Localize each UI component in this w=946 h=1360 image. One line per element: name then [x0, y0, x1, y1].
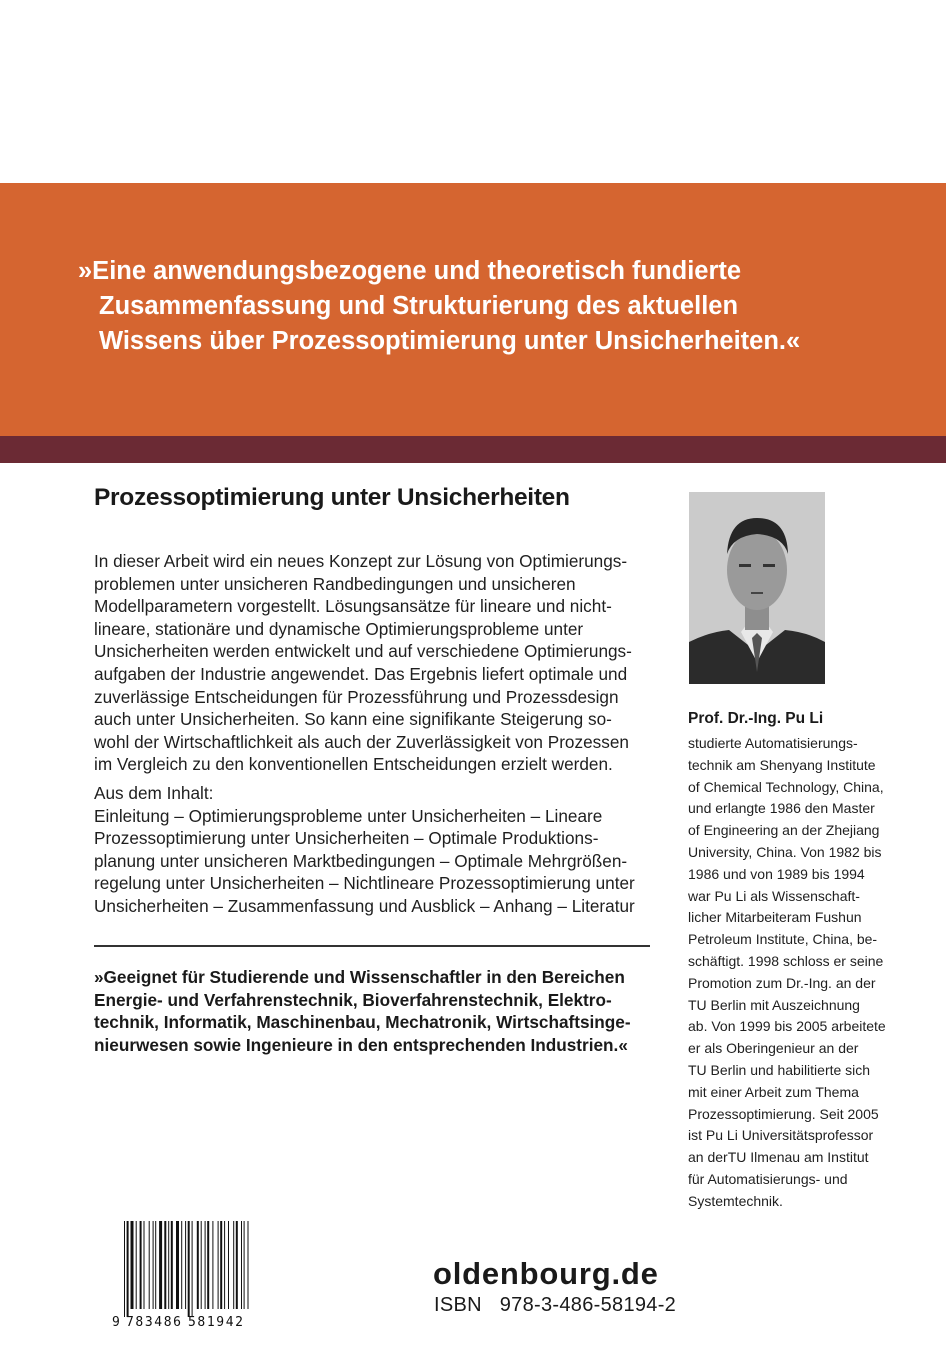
barcode-bar: [207, 1221, 209, 1309]
barcode-bar: [185, 1221, 186, 1309]
bio-line: University, China. Von 1982 bis: [688, 843, 882, 860]
barcode-bar: [124, 1221, 125, 1317]
top-quote-line: Wissens über Prozessoptimierung unter Unsicherheiten.«: [99, 327, 801, 355]
top-quote-line: Zusammenfassung und Strukturierung des aktuellen: [99, 292, 739, 320]
bio-line: ab. Von 1999 bis 2005 arbeitete: [688, 1018, 886, 1035]
bio-line: Systemtechnik.: [688, 1192, 783, 1209]
audience-quote-line: Energie- und Verfahrenstechnik, Bioverfahrenstechnik, Elektro-: [94, 989, 612, 1010]
description-line: Unsicherheiten werden entwickelt und auf verschiedene Optimierungs-: [94, 641, 632, 662]
bio-line: TU Berlin mit Auszeichnung: [688, 996, 860, 1013]
bio-line: TU Berlin und habilitierte sich: [688, 1061, 871, 1078]
barcode-bar: [127, 1221, 129, 1317]
isbn: [434, 1294, 676, 1317]
audience-quote-line: technik, Informatik, Maschinenbau, Mechatronik, Wirtschaftsinge-: [94, 1012, 631, 1032]
barcode-bar: [192, 1221, 193, 1317]
isbn-barcode: [112, 1221, 250, 1330]
author-name: Prof. Dr.-Ing. Pu Li: [688, 710, 824, 727]
bio-line: und erlangte 1986 den Master: [688, 800, 875, 817]
barcode-bar: [233, 1221, 234, 1309]
bio-line: ist Pu Li Universitätsprofessor: [688, 1127, 874, 1144]
bio-line: war Pu Li als Wissenschaft-: [688, 887, 860, 904]
publisher-url: oldenbourg.de: [433, 1256, 659, 1291]
barcode-bar: [181, 1221, 182, 1309]
barcode-digits: [112, 1314, 250, 1330]
contents-line: Prozessoptimierung unter Unsicherheiten – Optimale Produktions-: [94, 828, 599, 849]
bio-line: er als Oberingenieur an der: [688, 1040, 859, 1057]
barcode-bar: [224, 1221, 225, 1309]
contents-line: regelung unter Unsicherheiten – Nichtlineare Prozessoptimierung unter: [94, 873, 635, 894]
barcode-bar: [218, 1221, 219, 1309]
description-line: In dieser Arbeit wird ein neues Konzept zur Lösung von Optimierungs-: [94, 551, 628, 571]
isbn-number: 978-3-486-58194-2: [499, 1294, 677, 1316]
barcode-bar: [136, 1221, 137, 1309]
barcode-bar: [159, 1221, 162, 1309]
contents-heading: Aus dem Inhalt:: [94, 782, 214, 803]
bio-line: of Chemical Technology, China,: [688, 778, 884, 795]
bio-line: studierte Automatisierungs-: [688, 735, 858, 751]
bio-line: 1986 und von 1989 bis 1994: [688, 865, 865, 882]
bio-line: mit einer Arbeit zum Thema: [688, 1083, 859, 1100]
audience-quote-line: »Geeignet für Studierende und Wissenschaftler in den Bereichen: [94, 967, 625, 987]
audience-quote-line: nieurwesen sowie Ingenieure in den entsprechenden Industrien.«: [94, 1034, 628, 1055]
contents-line: Unsicherheiten – Zusammenfassung und Ausblick – Anhang – Literatur: [94, 895, 635, 916]
description-line: problemen unter unsicheren Randbedingungen und unsicheren: [94, 573, 576, 594]
barcode-bar: [244, 1221, 245, 1309]
bio-line: licher Mitarbeiteram Fushun: [688, 909, 862, 926]
barcode-bar: [236, 1221, 238, 1309]
book-description: [94, 550, 674, 918]
contents-line: Einleitung – Optimierungsprobleme unter Unsicherheiten – Lineare: [94, 805, 603, 826]
barcode-bar: [212, 1221, 213, 1309]
top-quote-line: »Eine anwendungsbezogene und theoretisch fundierte: [78, 257, 742, 285]
bio-line: of Engineering an der Zhejiang: [688, 822, 880, 839]
top-quote: [78, 254, 898, 359]
barcode-bar: [144, 1221, 145, 1309]
dark-divider-band: [0, 436, 946, 463]
description-line: lineare, stationäre und dynamische Optimierungsprobleme unter: [94, 618, 584, 639]
contents-line: planung unter unsicheren Marktbedingungen – Optimale Mehrgrößen-: [94, 850, 628, 871]
barcode-right-digits: 581942: [188, 1315, 245, 1330]
description-line: aufgaben der Industrie angewendet. Das Ergebnis liefert optimale und: [94, 663, 628, 684]
barcode-bar: [220, 1221, 222, 1309]
barcode-bar: [188, 1221, 190, 1317]
barcode-bar: [205, 1221, 206, 1309]
author-bio: [688, 733, 938, 1213]
description-line: zuverlässige Entscheidungen für Prozessführung und Prozessdesign: [94, 686, 619, 707]
barcode-bars: [112, 1221, 250, 1317]
book-title: Prozessoptimierung unter Unsicherheiten: [94, 484, 570, 511]
bio-line: Promotion zum Dr.-Ing. an der: [688, 974, 876, 991]
barcode-bar: [149, 1221, 150, 1309]
audience-quote: [94, 966, 694, 1056]
barcode-bar: [228, 1221, 229, 1309]
barcode-bar: [140, 1221, 142, 1309]
barcode-first-digit: 9: [112, 1315, 120, 1330]
bio-line: Prozessoptimierung. Seit 2005: [688, 1105, 879, 1122]
bio-line: schäftigt. 1998 schloss er seine: [688, 952, 884, 969]
bio-line: für Automatisierungs- und: [688, 1170, 848, 1187]
description-line: Modellparametern vorgestellt. Lösungsansätze für lineare und nicht-: [94, 596, 612, 617]
bio-line: technik am Shenyang Institute: [688, 756, 876, 773]
barcode-bar: [176, 1221, 179, 1309]
isbn-label: ISBN: [434, 1294, 482, 1316]
barcode-left-digits: 783486: [126, 1315, 183, 1330]
barcode-bar: [197, 1221, 199, 1309]
bio-line: Petroleum Institute, China, be-: [688, 931, 878, 948]
section-divider: [94, 945, 650, 947]
barcode-bar: [153, 1221, 154, 1309]
description-line: im Vergleich zu den konventionellen Entscheidungen erzielt werden.: [94, 754, 613, 775]
description-line: wohl der Wirtschaftlichkeit als auch der Zuverlässigkeit von Prozessen: [94, 731, 629, 752]
author-photo: [689, 492, 825, 684]
barcode-bar: [131, 1221, 134, 1309]
bio-line: an derTU Ilmenau am Institut: [688, 1149, 869, 1166]
barcode-bar: [201, 1221, 202, 1309]
barcode-bar: [164, 1221, 166, 1309]
barcode-bar: [248, 1221, 249, 1309]
barcode-bar: [155, 1221, 156, 1309]
barcode-bar: [168, 1221, 169, 1309]
barcode-bar: [171, 1221, 173, 1309]
description-line: auch unter Unsicherheiten. So kann eine signifikante Steigerung so-: [94, 709, 612, 730]
barcode-bar: [241, 1221, 242, 1309]
